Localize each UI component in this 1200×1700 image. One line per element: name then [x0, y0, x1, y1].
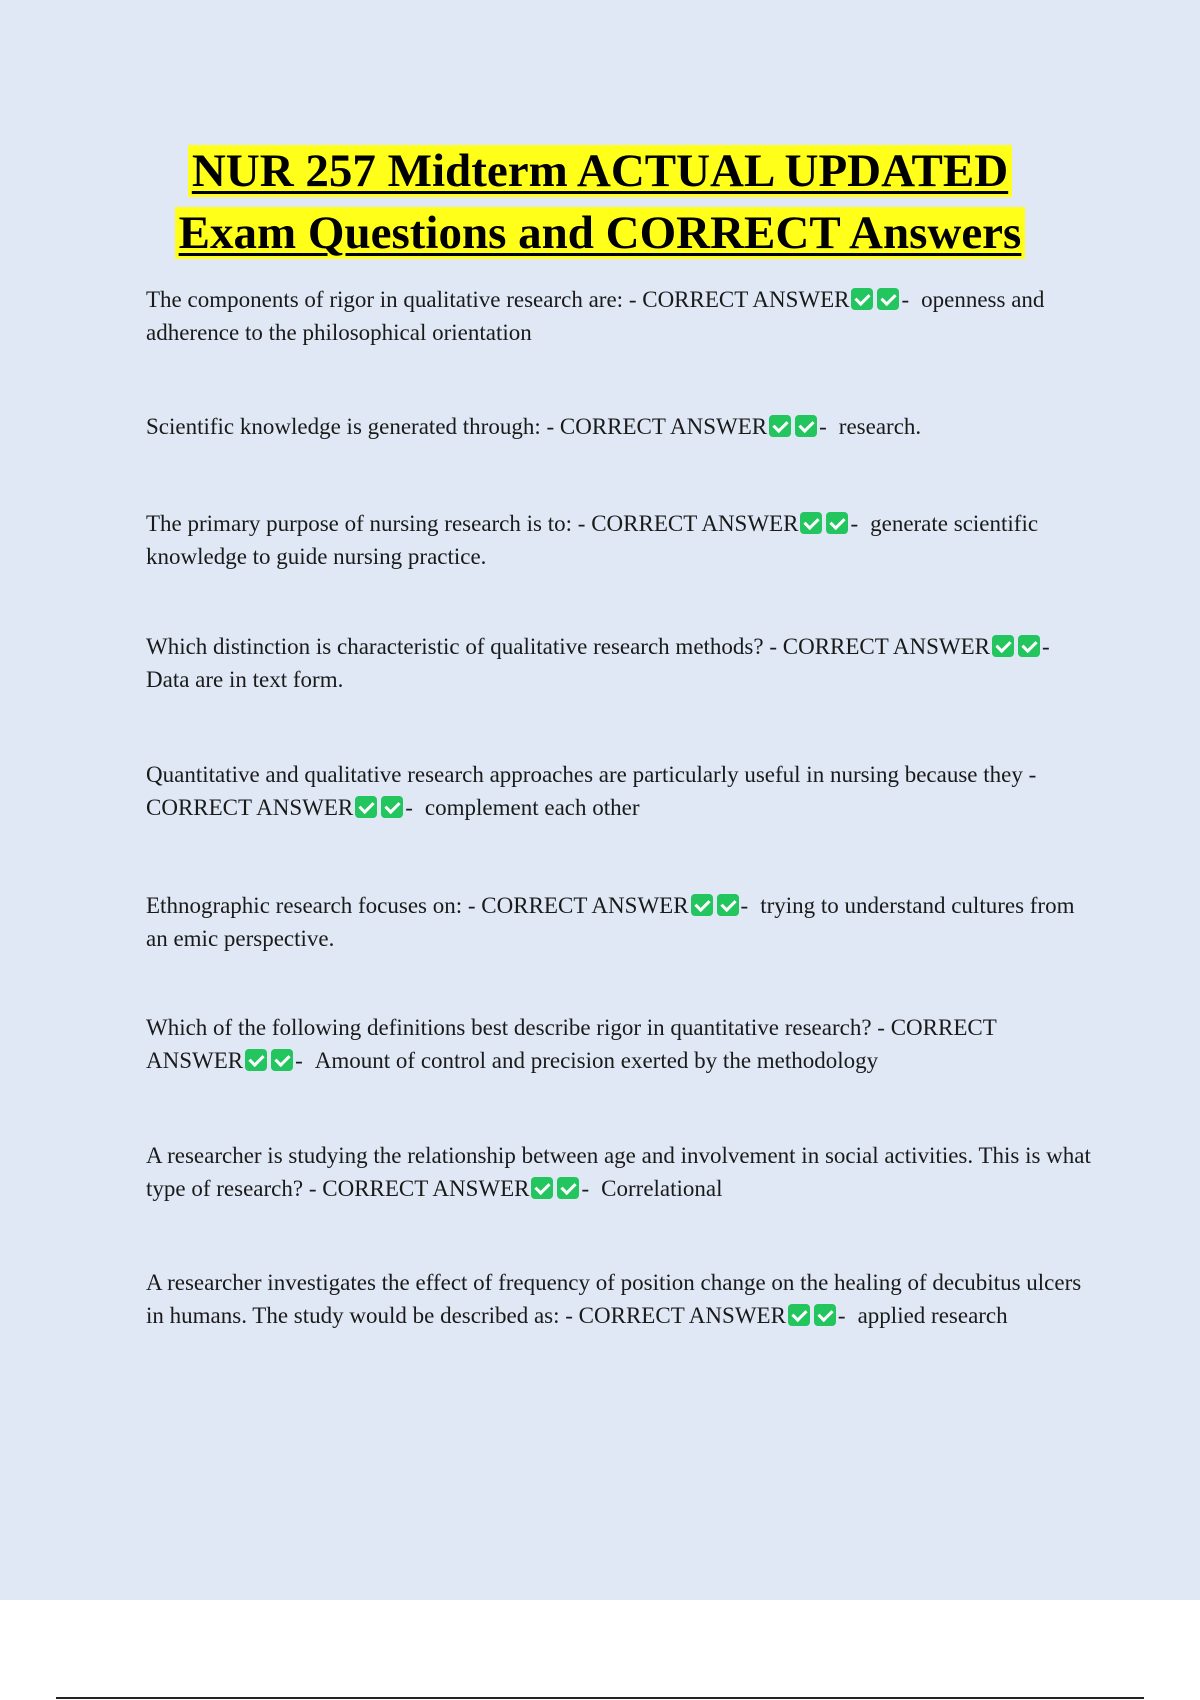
- question-text: Which distinction is characteristic of qualitative research methods?: [146, 634, 764, 659]
- document-title: [0, 140, 1200, 264]
- check-box-icon: [851, 288, 873, 310]
- check-box-icon: [800, 512, 822, 534]
- qa-item: [146, 758, 1092, 824]
- answer-separator: -: [581, 1176, 590, 1201]
- check-box-icon: [691, 894, 713, 916]
- check-box-icon: [557, 1177, 579, 1199]
- check-box-icon: [877, 288, 899, 310]
- check-box-icon: [992, 635, 1014, 657]
- qa-item: [146, 630, 1092, 696]
- answer-text: Data are in text form.: [146, 667, 344, 692]
- title-line-1: NUR 257 Midterm ACTUAL UPDATED: [188, 145, 1012, 197]
- answer-separator: -: [295, 1048, 303, 1073]
- check-box-icon: [381, 796, 403, 818]
- qa-item: [146, 507, 1092, 573]
- question-text: Ethnographic research focuses on:: [146, 893, 463, 918]
- answer-separator: -: [819, 414, 827, 439]
- correct-answer-label: - CORRECT ANSWER: [769, 634, 990, 659]
- correct-answer-label: - CORRECT ANSWER: [565, 1303, 786, 1328]
- footer-divider: [56, 1697, 1144, 1699]
- check-box-icon: [788, 1304, 810, 1326]
- question-text: A researcher investigates the effect of frequency of position change on the healing of decubitus ulcers in humans. The study would be described as:: [146, 1270, 1082, 1328]
- answer-separator: -: [405, 795, 413, 820]
- check-box-icon: [245, 1049, 267, 1071]
- title-line-2: Exam Questions and CORRECT Answers: [175, 207, 1026, 259]
- correct-answer-label: - CORRECT ANSWER: [146, 1015, 997, 1073]
- check-box-icon: [1018, 635, 1040, 657]
- qa-item: [146, 283, 1092, 349]
- answer-text: openness and adherence to the philosophical orientation: [146, 287, 1045, 345]
- question-text: The components of rigor in qualitative research are:: [146, 287, 624, 312]
- qa-item: [146, 889, 1092, 955]
- qa-item: [146, 410, 1092, 443]
- answer-text: Amount of control and precision exerted by the methodology: [314, 1048, 879, 1073]
- correct-answer-label: - CORRECT ANSWER: [546, 414, 768, 439]
- answer-text: trying to understand cultures from an emic perspective.: [146, 893, 1075, 951]
- answer-separator: -: [1041, 634, 1050, 659]
- answer-separator: -: [901, 287, 910, 312]
- answer-separator: -: [740, 893, 749, 918]
- answer-separator: -: [850, 511, 859, 536]
- check-box-icon: [531, 1177, 553, 1199]
- check-box-icon: [769, 415, 791, 437]
- answer-text: applied research: [857, 1303, 1008, 1328]
- question-text: The primary purpose of nursing research is to:: [146, 511, 573, 536]
- correct-answer-label: - CORRECT ANSWER: [467, 893, 689, 918]
- answer-text: complement each other: [424, 795, 640, 820]
- check-box-icon: [814, 1304, 836, 1326]
- answer-text: Correlational: [601, 1176, 723, 1201]
- check-box-icon: [795, 415, 817, 437]
- check-box-icon: [271, 1049, 293, 1071]
- question-text: Scientific knowledge is generated through:: [146, 414, 541, 439]
- question-text: A researcher is studying the relationship between age and involvement in social activities. This is what type of research?: [146, 1143, 1091, 1201]
- check-box-icon: [826, 512, 848, 534]
- question-text: Which of the following definitions best describe rigor in quantitative research?: [146, 1015, 872, 1040]
- check-box-icon: [355, 796, 377, 818]
- correct-answer-label: - CORRECT ANSWER: [628, 287, 850, 312]
- qa-item: [146, 1139, 1092, 1205]
- question-text: Quantitative and qualitative research approaches are particularly useful in nursing because they: [146, 762, 1023, 787]
- qa-item: [146, 1011, 1092, 1077]
- answer-text: research.: [838, 414, 922, 439]
- answer-text: generate scientific knowledge to guide nursing practice.: [146, 511, 1039, 569]
- qa-item: [146, 1266, 1092, 1332]
- correct-answer-label: - CORRECT ANSWER: [577, 511, 799, 536]
- answer-separator: -: [837, 1303, 846, 1328]
- check-box-icon: [717, 894, 739, 916]
- correct-answer-label: - CORRECT ANSWER: [146, 762, 1037, 820]
- correct-answer-label: - CORRECT ANSWER: [308, 1176, 530, 1201]
